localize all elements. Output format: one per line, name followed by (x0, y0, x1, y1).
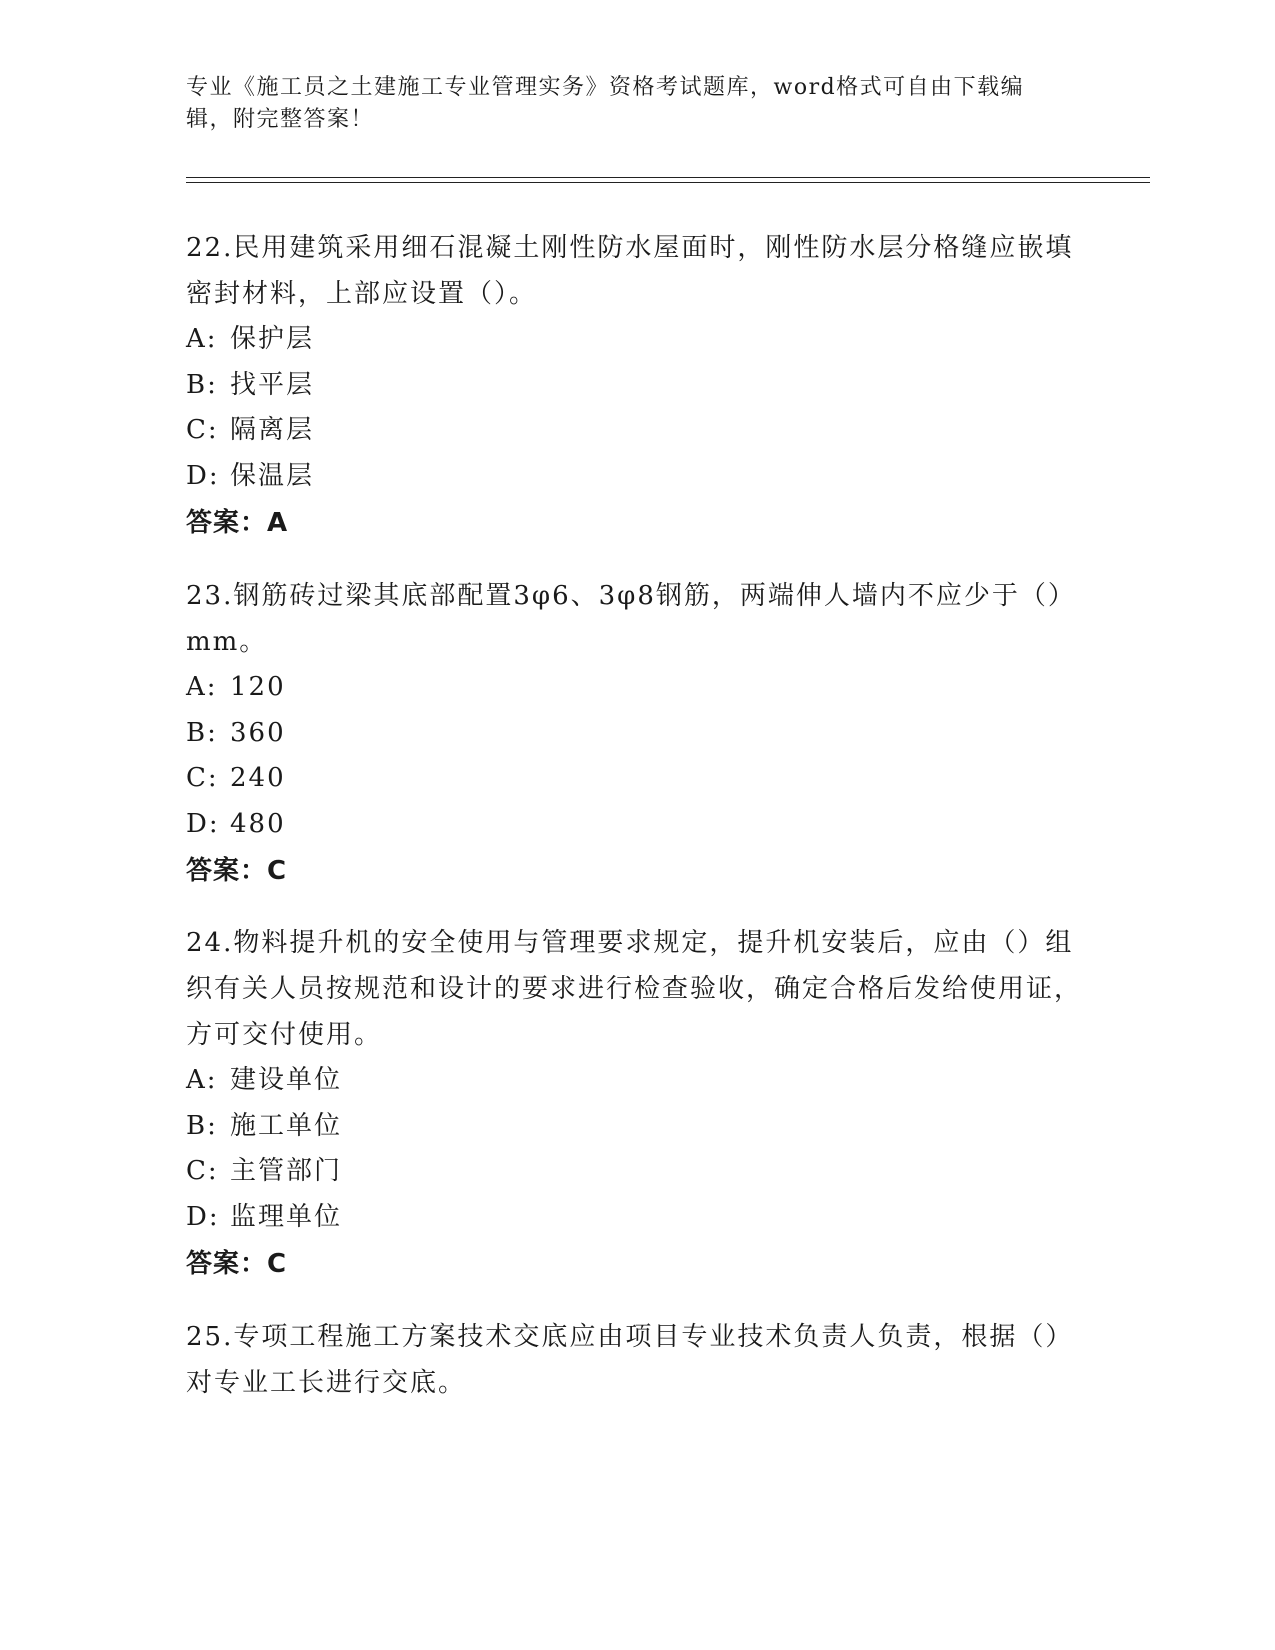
option-key: C: (186, 763, 219, 793)
option-key: D: (186, 460, 220, 491)
question-22 (186, 225, 1086, 547)
answer-label: 答案：C (186, 1249, 288, 1279)
question-23 (186, 573, 1086, 895)
option-text: 监理单位 (230, 1201, 343, 1232)
option-text: 480 (230, 808, 286, 839)
answer-label: 答案：C (186, 856, 288, 886)
question-stem: 24.物料提升机的安全使用与管理要求规定，提升机安装后，应由（）组织有关人员按规范和设计的要求进行检查验收，确定合格后发给使用证，方可交付使用。 (186, 928, 1083, 1050)
option-text: 建设单位 (230, 1065, 343, 1095)
option-key: A: (186, 324, 218, 354)
option-a (186, 665, 1086, 711)
option-text: 主管部门 (230, 1156, 343, 1186)
option-a (186, 1058, 1086, 1104)
option-text: 找平层 (230, 369, 315, 400)
question-25 (186, 1314, 1086, 1406)
option-key: B: (186, 1110, 218, 1141)
document-header: 专业《施工员之土建施工专业管理实务》资格考试题库，word格式可自由下载编辑，附完整答案！ (186, 75, 1025, 132)
question-stem: 23.钢筋砖过梁其底部配置3φ6、3φ8钢筋，两端伸人墙内不应少于（）mm。 (186, 581, 1076, 657)
option-key: A: (186, 672, 218, 702)
option-text: 隔离层 (230, 415, 315, 445)
header-divider-top (186, 177, 1150, 178)
option-text: 保温层 (230, 460, 315, 491)
option-c (186, 1149, 1086, 1195)
option-b (186, 1104, 1086, 1150)
option-key: D: (186, 1201, 220, 1232)
option-text: 保护层 (230, 324, 315, 354)
option-c (186, 756, 1086, 802)
header-divider-bottom (186, 182, 1150, 183)
option-text: 240 (230, 763, 286, 793)
option-b (186, 363, 1086, 409)
option-key: C: (186, 1156, 219, 1186)
option-d (186, 1195, 1086, 1241)
option-key: B: (186, 717, 218, 748)
option-text: 施工单位 (230, 1110, 343, 1141)
option-d (186, 802, 1086, 848)
option-text: 120 (230, 672, 286, 702)
option-key: B: (186, 369, 218, 400)
option-a (186, 317, 1086, 363)
question-24 (186, 920, 1086, 1288)
option-key: C: (186, 415, 219, 445)
option-c (186, 408, 1086, 454)
option-key: D: (186, 808, 220, 839)
option-b (186, 711, 1086, 757)
question-stem: 25.专项工程施工方案技术交底应由项目专业技术负责人负责，根据（）对专业工长进行交底。 (186, 1322, 1074, 1398)
question-stem: 22.民用建筑采用细石混凝土刚性防水屋面时，刚性防水层分格缝应嵌填密封材料，上部应设置（）。 (186, 233, 1074, 309)
option-d (186, 454, 1086, 500)
answer-label: 答案：A (186, 508, 289, 538)
option-key: A: (186, 1065, 218, 1095)
option-text: 360 (230, 717, 286, 748)
